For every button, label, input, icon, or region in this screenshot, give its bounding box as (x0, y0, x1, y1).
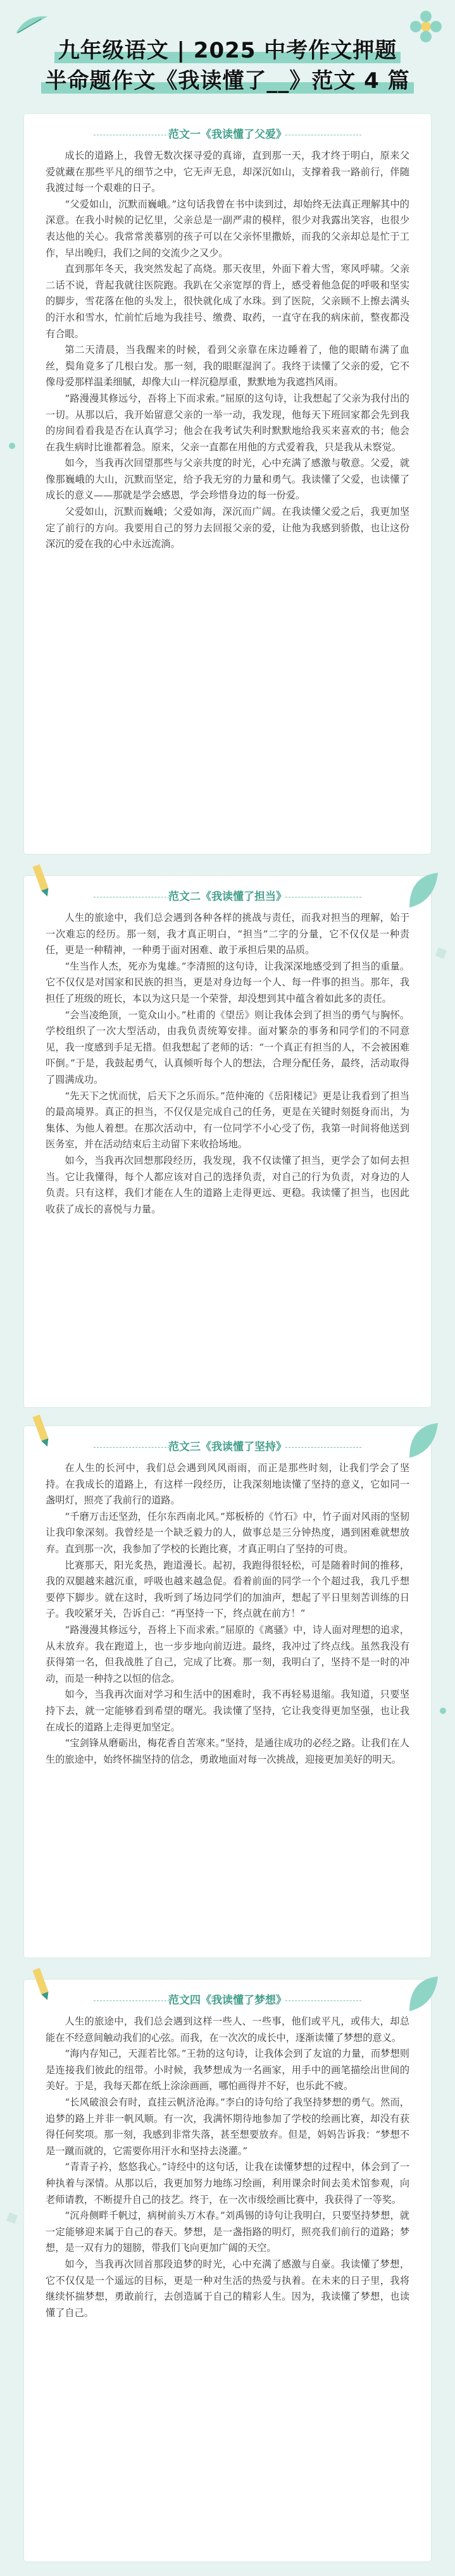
paragraph: “会当凌绝顶，一览众山小。”杜甫的《望岳》则让我体会到了担当的勇气与胸怀。学校组织了一次大型活动，由我负责统筹安排。面对繁杂的事务和同学们的不同意见，我一度感到手足无措。但我想起了老师的话：“一个真正有担当的人，不会被困难吓倒。”于是，我鼓起勇气，认真倾听每个人的想法，合理分配任务，最终，活动取得了圆满成功。 (46, 1009, 409, 1085)
paragraph: 父爱如山，沉默而巍峨；父爱如海，深沉而广阔。在我读懂父爱之后，我更加坚定了前行的方向。我要用自己的努力去回报父亲的爱，让他为我感到骄傲，也让这份深沉的爱在我的心中永远流淌。 (46, 506, 409, 550)
paragraph: 直到那年冬天，我突然发起了高烧。那天夜里，外面下着大雪，寒风呼啸。父亲二话不说，背起我就往医院跑。我趴在父亲宽厚的背上，感受着他急促的呼吸和坚实的脚步，雪花落在他的头发上，很快就化成了水珠。到了医院，父亲顾不上擦去满头的汗水和雪水，忙前忙后地为我挂号、缴费、取药，一直守在我的病床前，整夜都没有合眼。 (46, 263, 409, 340)
page-title-line-2: 半命题作文《我读懂了__》范文 4 篇 (0, 63, 455, 94)
paragraph: “青青子衿，悠悠我心。”诗经中的这句话，让我在读懂梦想的过程中，体会到了一种执着与深情。从那以后，我更加努力地练习绘画，利用课余时间去美术馆参观，向老师请教，不断提升自己的技艺。终于，在一次市级绘画比赛中，我获得了一等奖。 (46, 2161, 409, 2205)
essay-card-2 (24, 876, 431, 1407)
paragraph: 第二天清晨，当我醒来的时候，看到父亲靠在床边睡着了，他的眼睛布满了血丝，鬓角竟多了几根白发。那一刻，我的眼眶湿润了。我终于读懂了父亲的爱，它不像母爱那样温柔细腻，却像大山一样沉稳厚重，默默地为我遮挡风雨。 (46, 344, 409, 388)
paragraph: “海内存知己，天涯若比邻。”王勃的这句诗，让我体会到了友谊的力量，而梦想则是连接我们彼此的纽带。小时候，我梦想成为一名画家，用手中的画笔描绘出世间的美好。于是，我每天都在纸上涂涂画画，哪怕画得并不好，也乐此不疲。 (46, 2048, 409, 2092)
paragraph: “千磨万击还坚劲，任尔东西南北风。”郑板桥的《竹石》中，竹子面对风雨的坚韧让我印象深刻。我曾经是一个缺乏毅力的人，做事总是三分钟热度，遇到困难就想放弃。直到那一次，我参加了学校的长跑比赛，才真正明白了坚持的可贵。 (46, 1510, 409, 1555)
square-decoration (435, 947, 447, 959)
essay-card-3 (24, 1426, 431, 1957)
paragraph: “生当作人杰，死亦为鬼雄。”李清照的这句诗，让我深深地感受到了担当的重量。它不仅仅是对国家和民族的担当，更是对身边每一个人、每一件事的担当。那年，我担任了班级的班长，本以为这只是一个荣誉，却没想到其中蕴含着如此多的责任。 (46, 960, 409, 1004)
essay-body (24, 906, 431, 1230)
square-decoration (6, 2212, 18, 2224)
paragraph: “路漫漫其修远兮，吾将上下而求索。”屈原的这句诗，让我想起了父亲为我付出的一切。从那以后，我开始留意父亲的一举一动，我发现，他每天下班回家都会先到我的房间看看我是否在认真学习；他会在我考试失利时默默地给我买来喜欢的书；他会在我生病时比谁都着急。原来，父亲一直都在用他的方式爱着我，只是我从未察觉。 (46, 392, 409, 453)
essay-title: 范文一《我读懂了父爱》 (24, 125, 431, 144)
essay-body (24, 2010, 431, 2334)
essay-card-1 (24, 114, 431, 854)
page-header (0, 0, 455, 104)
dot-decoration (440, 1708, 446, 1714)
dot-decoration (9, 443, 15, 449)
paragraph: 人生的旅途中，我们总会遇到这样一些人、一些事，他们或平凡，或伟大，却总能在不经意间触动我们的心弦。而我，在一次次的成长中，逐渐读懂了梦想的意义。 (46, 2016, 409, 2043)
paragraph: “沉舟侧畔千帆过，病树前头万木春。”刘禹锡的诗句让我明白，只要坚持梦想，就一定能够迎来属于自己的春天。梦想，是一盏指路的明灯，照亮我们前行的道路；梦想，是一双有力的翅膀，带我们飞向更加广阔的天空。 (46, 2210, 409, 2254)
paragraph: 如今，当我再次面对学习和生活中的困难时，我不再轻易退缩。我知道，只要坚持下去，就一定能够看到希望的曙光。我读懂了坚持，它让我变得更加坚强，也让我在成长的道路上走得更加坚定。 (46, 1689, 409, 1733)
page-title-line-1: 九年级语文 | 2025 中考作文押题 (0, 33, 455, 64)
paragraph: “长风破浪会有时，直挂云帆济沧海。”李白的诗句给了我坚持梦想的勇气。然而，追梦的路上并非一帆风顺。有一次，我满怀期待地参加了学校的绘画比赛，却没有获得任何奖项。那一刻，我感到非常失落，甚至想要放弃。但是，妈妈告诉我：“梦想不是一蹴而就的，它需要你用汗水和坚持去浇灌。” (46, 2096, 409, 2157)
paragraph: 在人生的长河中，我们总会遇到风风雨雨，而正是那些时刻，让我们学会了坚持。在我成长的道路上，有这样一段经历，让我深刻地读懂了坚持的意义，它如同一盏明灯，照亮了我前行的道路。 (46, 1462, 409, 1507)
essay-body (24, 144, 431, 565)
paragraph: 人生的旅途中，我们总会遇到各种各样的挑战与责任，而我对担当的理解，始于一次难忘的经历。那一刻，我才真正明白，“担当”二字的分量，它不仅仅是一种责任，更是一种精神，一种勇于面对困难、敢于承担后果的品质。 (46, 912, 409, 956)
paragraph: 如今，当我再次回望那些与父亲共度的时光，心中充满了感激与敬意。父爱，就像那巍峨的大山，沉默而坚定，给予我无穷的力量和勇气。我读懂了父爱，也读懂了成长的意义——那就是学会感恩，学会珍惜身边的每一份爱。 (46, 457, 409, 502)
essay-title: 范文三《我读懂了坚持》 (24, 1438, 431, 1457)
essay-body (24, 1457, 431, 1780)
paragraph: 如今，当我再次回想那段经历，我发现，我不仅读懂了担当，更学会了如何去担当。它让我懂得，每个人都应该对自己的选择负责，对自己的行为负责，对身边的人负责。只有这样，我们才能在人生的道路上走得更远、更稳。我读懂了担当，也因此收获了成长的喜悦与力量。 (46, 1154, 409, 1215)
paragraph: 成长的道路上，我曾无数次探寻爱的真谛，直到那一天，我才终于明白，原来父爱就藏在那些平凡的细节之中，它无声无息，却深沉如山，支撑着我一路前行，伴随我渡过每一个艰难的日子。 (46, 150, 409, 194)
essay-title: 范文四《我读懂了梦想》 (24, 1991, 431, 2010)
paragraph: “路漫漫其修远兮，吾将上下而求索。”屈原的《离骚》中，诗人面对理想的追求，从未放弃。我在跑道上，也一步步地向前迈进。最终，我冲过了终点线。虽然我没有获得第一名，但我战胜了自己，完成了比赛。那一刻，我明白了，坚持不是一时的冲动，而是一种持之以恒的信念。 (46, 1624, 409, 1684)
paragraph: 如今，当我再次回首那段追梦的时光，心中充满了感激与自豪。我读懂了梦想，它不仅仅是一个遥远的目标，更是一种对生活的热爱与执着。在未来的日子里，我将继续怀揣梦想，勇敢前行，去创造属于自己的精彩人生。因为，我读懂了梦想，也读懂了自己。 (46, 2258, 409, 2319)
essay-card-4 (24, 1980, 431, 2561)
paragraph: “父爱如山，沉默而巍峨。”这句话我曾在书中读到过，却始终无法真正理解其中的深意。在我小时候的记忆里，父亲总是一副严肃的模样，很少对我露出笑容，也很少表达他的关心。我常常羡慕别的孩子可以在父亲怀里撒娇，而我的父亲却总是忙于工作，早出晚归，我们之间的交流少之又少。 (46, 198, 409, 259)
paragraph: “先天下之忧而忧，后天下之乐而乐。”范仲淹的《岳阳楼记》更是让我看到了担当的最高境界。真正的担当，不仅仅是完成自己的任务，更是在关键时刻挺身而出，为集体、为他人着想。在那次活动中，有一位同学不小心受了伤，我第一时间将他送到医务室，并在活动结束后主动留下来收拾场地。 (46, 1090, 409, 1150)
paragraph: “宝剑锋从磨砺出，梅花香自苦寒来。”坚持，是通往成功的必经之路。让我们在人生的旅途中，始终怀揣坚持的信念，勇敢地面对每一次挑战，迎接更加美好的明天。 (46, 1737, 409, 1765)
essay-title: 范文二《我读懂了担当》 (24, 887, 431, 906)
paragraph: 比赛那天，阳光炙热，跑道漫长。起初，我跑得很轻松，可是随着时间的推移，我的双腿越来越沉重，呼吸也越来越急促。看着前面的同学一个个超过我，我几乎想要停下脚步。就在这时，我听到了场边同学们的加油声，想起了平日里刻苦训练的日子。我咬紧牙关，告诉自己：“再坚持一下，终点就在前方！” (46, 1559, 409, 1620)
